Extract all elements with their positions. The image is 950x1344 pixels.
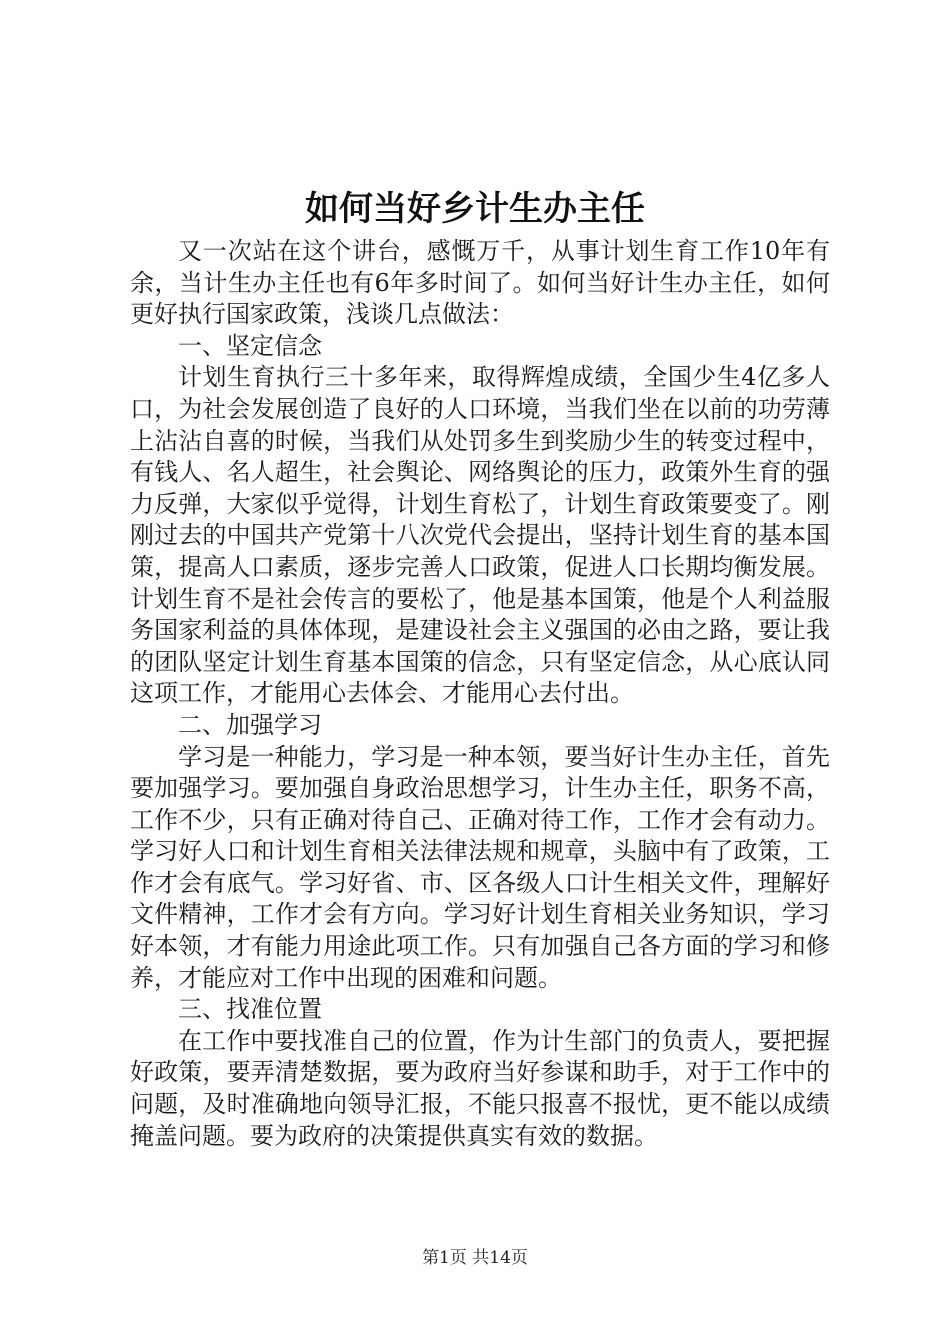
page-footer: 第1页 共14页: [422, 1248, 528, 1268]
section-2-paragraph: 学习是一种能力，学习是一种本领，要当好计生办主任，首先要加强学习。要加强自身政治思想学习，计生办主任，职务不高，工作不少，只有正确对待自己、正确对待工作，工作才会有动力。学习好人口和计划生育相关法律法规和规章，头脑中有了政策，工作才会有底气。学习好省、市、区各级人口计生相关文件，理解好文件精神，工作才会有方向。学习好计划生育相关业务知识，学习好本领，才有能力用途此项工作。只有加强自己各方面的学习和修养，才能应对工作中出现的困难和问题。: [130, 742, 830, 992]
section-heading-2: 二、加强学习: [178, 710, 322, 739]
document-title: 如何当好乡计生办主任: [305, 189, 645, 229]
section-1-paragraph: 计划生育执行三十多年来，取得辉煌成绩，全国少生4亿多人口，为社会发展创造了良好的人口环境，当我们坐在以前的功劳薄上沾沾自喜的时候，当我们从处罚多生到奖励少生的转变过程中，有钱人、名人超生，社会舆论、网络舆论的压力，政策外生育的强力反弹，大家似乎觉得，计划生育松了，计划生育政策要变了。刚刚过去的中国共产党第十八次党代会提出，坚持计划生育的基本国策，提高人口素质，逐步完善人口政策，促进人口长期均衡发展。计划生育不是社会传言的要松了，他是基本国策，他是个人利益服务国家利益的具体体现，是建设社会主义强国的必由之路，要让我的团队坚定计划生育基本国策的信念，只有坚定信念，从心底认同这项工作，才能用心去体会、才能用心去付出。: [130, 363, 830, 708]
section-heading-1: 一、坚定信念: [178, 331, 322, 360]
intro-paragraph: 又一次站在这个讲台，感慨万千，从事计划生育工作10年有余，当计生办主任也有6年多时间了。如何当好计生办主任，如何更好执行国家政策，浅谈几点做法：: [130, 237, 830, 329]
section-3-paragraph: 在工作中要找准自己的位置，作为计生部门的负责人，要把握好政策，要弄清楚数据，要为政府当好参谋和助手，对于工作中的问题，及时准确地向领导汇报，不能只报喜不报忧，更不能以成绩掩盖问题。要为政府的决策提供真实有效的数据。: [130, 1026, 830, 1150]
document-body: [130, 236, 830, 1152]
section-heading-3: 三、找准位置: [178, 995, 322, 1024]
